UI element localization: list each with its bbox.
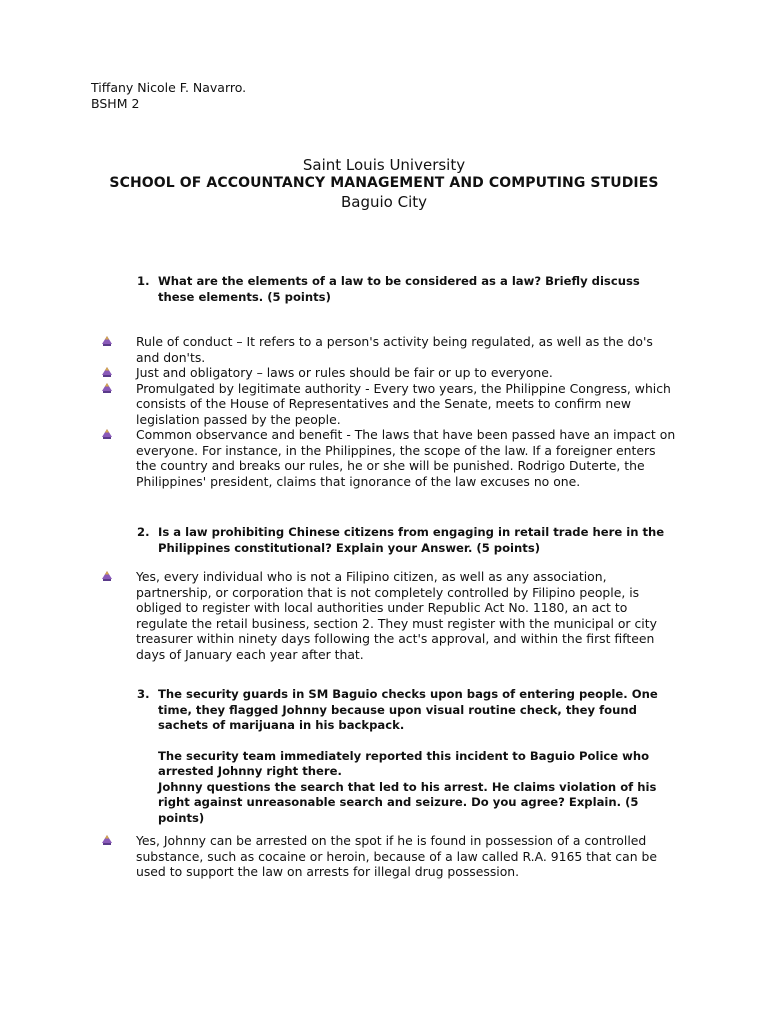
list-item xyxy=(99,365,679,381)
bullet-icon xyxy=(101,335,113,347)
list-item xyxy=(99,427,679,489)
answer-text: Yes, every individual who is not a Filipino citizen, as well as any association, partnership, or corporation that is not completely controlled by Filipino people, is obliged to register with local authorities under Republic Act No. 1180, an act to regulate the retail business, section 2. They must register with the municipal or city treasurer within ninety days following the act's approval, and within the first fifteen days of January each year after that. xyxy=(136,569,657,662)
author-block xyxy=(91,80,246,112)
question-text: The security guards in SM Baguio checks upon bags of entering people. One time, they flagged Johnny because upon visual routine check, they found sachets of marijuana in his backpack. xyxy=(158,687,658,732)
answer-text: Promulgated by legitimate authority - Every two years, the Philippine Congress, which consists of the House of Representatives and the Senate, meets to confirm new legislation passed by the people. xyxy=(136,380,671,427)
answer-2 xyxy=(99,569,679,662)
author-name: Tiffany Nicole F. Navarro. xyxy=(91,80,247,95)
university-name: Saint Louis University xyxy=(302,156,466,174)
school-name: SCHOOL OF ACCOUNTANCY MANAGEMENT AND COMPUTING STUDIES xyxy=(109,175,659,191)
list-item xyxy=(99,381,679,428)
question-paragraph: The security team immediately reported this incident to Baguio Police who arrested Johnny right there. xyxy=(158,748,650,778)
answer-text: Common observance and benefit - The laws that have been passed have an impact on everyone. For instance, in the Philippines, the scope of the law. If a foreigner enters the country and breaks our rules, he or she will be punished. Rodrigo Duterte, the Philippines' president, claims that ignorance of the law excuses no one. xyxy=(136,427,676,489)
question-text: What are the elements of a law to be considered as a law? Briefly discuss these elements. (5 points) xyxy=(158,274,640,304)
bullet-icon xyxy=(101,570,113,582)
answer-1-list xyxy=(99,334,679,489)
answer-text: Rule of conduct – It refers to a person's activity being regulated, as well as the do's and don'ts. xyxy=(136,334,653,365)
list-item xyxy=(99,569,679,662)
question-text: Is a law prohibiting Chinese citizens from engaging in retail trade here in the Philippines constitutional? Explain your Answer. (5 points) xyxy=(158,525,665,555)
bullet-icon xyxy=(101,428,113,440)
author-course: BSHM 2 xyxy=(91,96,140,111)
question-number: 3. xyxy=(137,687,150,701)
bullet-icon xyxy=(101,382,113,394)
question-1 xyxy=(137,274,677,305)
question-paragraph: Johnny questions the search that led to his arrest. He claims violation of his right against unreasonable search and seizure. Do you agree? Explain. (5 points) xyxy=(158,779,657,825)
question-number: 1. xyxy=(137,274,150,288)
bullet-icon xyxy=(101,834,113,846)
answer-text: Just and obligatory – laws or rules should be fair or up to everyone. xyxy=(136,365,553,380)
question-2 xyxy=(137,525,677,556)
list-item xyxy=(99,334,679,365)
question-3 xyxy=(137,687,677,826)
list-item xyxy=(99,833,679,880)
bullet-icon xyxy=(101,366,113,378)
question-number: 2. xyxy=(137,525,150,539)
city-name: Baguio City xyxy=(340,193,428,211)
answer-text: Yes, Johnny can be arrested on the spot if he is found in possession of a controlled substance, such as cocaine or heroin, because of a law called R.A. 9165 that can be used to support the law on arrests for illegal drug possession. xyxy=(136,833,657,879)
answer-3 xyxy=(99,833,679,880)
document-header xyxy=(0,156,768,211)
